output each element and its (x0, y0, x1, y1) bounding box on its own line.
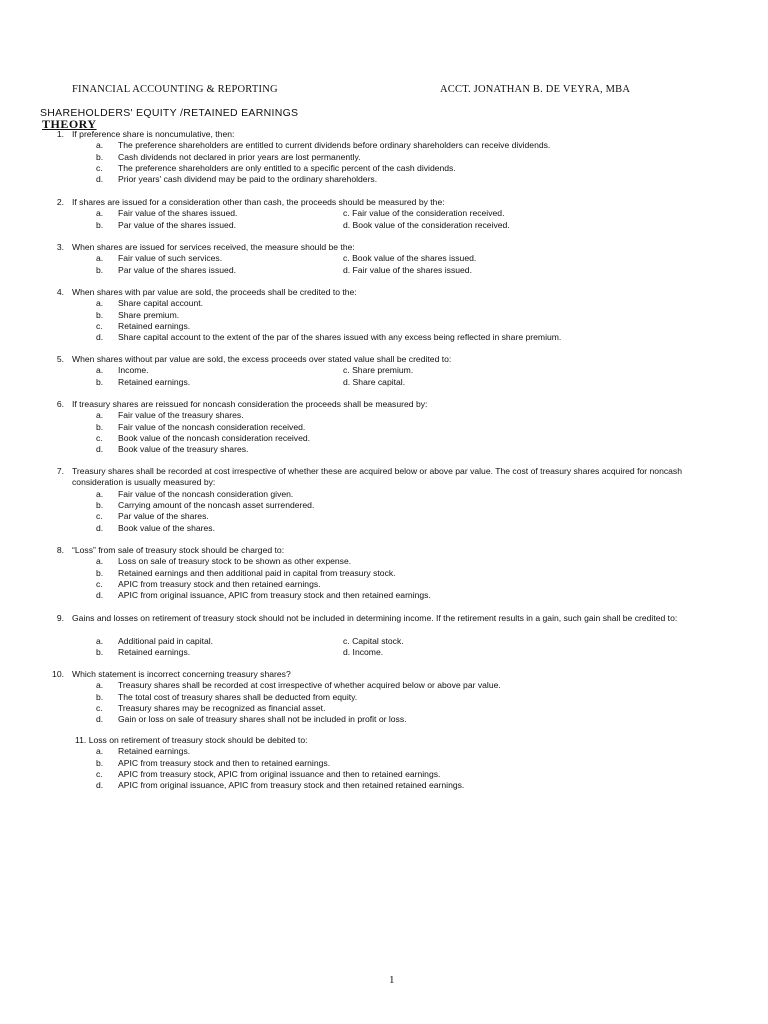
question-text: When shares are issued for services received, the measure should be the: (72, 242, 355, 252)
option-text: Share capital account to the extent of the par of the shares issued with any excess being reflected in share premium. (118, 332, 562, 343)
option-text: APIC from treasury stock and then retained earnings. (118, 578, 321, 589)
option-letter: a. (96, 208, 104, 219)
header-course-title: FINANCIAL ACCOUNTING & REPORTING (72, 84, 278, 95)
option-letter: a. (96, 488, 104, 499)
option-text: Share capital account. (118, 298, 204, 309)
document-subtitle: SHAREHOLDERS' EQUITY /RETAINED EARNINGS (40, 107, 299, 119)
option-letter: a. (96, 635, 104, 646)
option-letter: c. (96, 511, 103, 522)
option-letter: a. (96, 410, 104, 421)
option-letter: d. (96, 714, 104, 725)
option-text: Par value of the shares issued. (118, 219, 236, 230)
option-letter: b. (96, 757, 104, 768)
option-letter: b. (96, 376, 104, 387)
option-text: Loss on sale of treasury stock to be shown as other expense. (118, 556, 352, 567)
option-letter: a. (96, 746, 104, 757)
option-text: Book value of the shares. (118, 522, 215, 533)
option-letter: b. (96, 499, 104, 510)
question-number: 5. (56, 354, 64, 364)
option-text-right: d. Book value of the consideration received. (343, 219, 510, 230)
option-text: Prior years' cash dividend may be paid to the ordinary shareholders. (118, 174, 378, 185)
option-text: APIC from treasury stock and then to retained earnings. (118, 757, 331, 768)
option-letter: b. (96, 219, 104, 230)
option-letter: a. (96, 253, 104, 264)
section-heading: THEORY (42, 117, 97, 131)
option-text: Retained earnings. (118, 746, 191, 757)
question-text: Treasury shares shall be recorded at cost irrespective of whether these are acquired below or above par value. The cost of treasury shares acquired for noncash consideration is usually measured by: (72, 466, 683, 488)
question-text: When shares without par value are sold, the excess proceeds over stated value shall be credited to: (72, 354, 452, 364)
question-number: 10. (52, 669, 64, 679)
option-text: The total cost of treasury shares shall be deducted from equity. (118, 691, 358, 702)
question-number: 3. (56, 242, 64, 252)
option-letter: d. (96, 332, 104, 343)
question-text: Which statement is incorrect concerning treasury shares? (72, 669, 291, 679)
option-text: Retained earnings. (118, 646, 191, 657)
option-text: Book value of the noncash consideration received. (118, 432, 311, 443)
option-text: Fair value of the shares issued. (118, 208, 238, 219)
question-text: If treasury shares are reissued for noncash consideration the proceeds shall be measured by: (72, 399, 428, 409)
option-text: Gain or loss on sale of treasury shares shall not be included in profit or loss. (118, 714, 407, 725)
option-letter: d. (96, 174, 104, 185)
option-text: APIC from original issuance, APIC from treasury stock and then retained retained earnings. (118, 780, 465, 791)
option-letter: b. (96, 264, 104, 275)
option-letter: a. (96, 365, 104, 376)
question-number: 8. (56, 545, 64, 555)
option-letter: d. (96, 780, 104, 791)
header-author: ACCT. JONATHAN B. DE VEYRA, MBA (440, 84, 631, 95)
option-letter: c. (96, 320, 103, 331)
option-text: Par value of the shares. (118, 511, 209, 522)
option-letter: b. (96, 646, 104, 657)
option-text: The preference shareholders are only entitled to a specific percent of the cash dividends. (118, 162, 456, 173)
option-letter: a. (96, 140, 104, 151)
option-text: Retained earnings and then additional paid in capital from treasury stock. (118, 567, 396, 578)
question-number: 4. (56, 287, 64, 297)
question-text: If preference share is noncumulative, then: (72, 129, 235, 139)
option-letter: c. (96, 162, 103, 173)
option-letter: c. (96, 432, 103, 443)
option-text: Treasury shares may be recognized as financial asset. (118, 702, 326, 713)
option-letter: b. (96, 309, 104, 320)
option-text: Fair value of the treasury shares. (118, 410, 244, 421)
option-text: Par value of the shares issued. (118, 264, 236, 275)
option-text: APIC from treasury stock, APIC from original issuance and then to retained earnings. (118, 768, 441, 779)
option-text-right: d. Fair value of the shares issued. (343, 264, 472, 275)
question-text: Gains and losses on retirement of treasury stock should not be included in determining income. If the retirement results in a gain, such gain shall be credited to: (72, 613, 678, 623)
option-letter: b. (96, 691, 104, 702)
option-text: Fair value of such services. (118, 253, 223, 264)
option-text-right: d. Income. (343, 646, 384, 657)
option-text: APIC from original issuance, APIC from treasury stock and then retained earnings. (118, 590, 431, 601)
option-letter: a. (96, 680, 104, 691)
option-text: Retained earnings. (118, 320, 191, 331)
question-text: 11. Loss on retirement of treasury stock should be debited to: (75, 735, 308, 745)
option-letter: b. (96, 567, 104, 578)
question-number: 9. (56, 613, 64, 623)
option-letter: c. (96, 702, 103, 713)
option-text: Fair value of the noncash consideration received. (118, 421, 306, 432)
question-number: 6. (56, 399, 64, 409)
option-letter: a. (96, 556, 104, 567)
option-letter: d. (96, 590, 104, 601)
option-letter: a. (96, 298, 104, 309)
option-text: Fair value of the noncash consideration given. (118, 488, 294, 499)
option-text: Carrying amount of the noncash asset surrendered. (118, 499, 315, 510)
option-text-right: c. Book value of the shares issued. (343, 253, 477, 264)
option-text: Book value of the treasury shares. (118, 444, 249, 455)
option-letter: c. (96, 578, 103, 589)
option-text-right: c. Capital stock. (343, 635, 404, 646)
question-number: 1. (56, 129, 64, 139)
question-text: “Loss” from sale of treasury stock should be charged to: (72, 545, 285, 555)
option-text: Retained earnings. (118, 376, 191, 387)
option-letter: c. (96, 768, 103, 779)
option-letter: d. (96, 522, 104, 533)
option-letter: b. (96, 151, 104, 162)
option-text: The preference shareholders are entitled to current dividends before ordinary shareholders can receive dividends. (118, 140, 551, 151)
option-text: Additional paid in capital. (118, 635, 214, 646)
option-text: Income. (118, 365, 149, 376)
option-letter: d. (96, 444, 104, 455)
question-number: 7. (56, 466, 64, 476)
question-text: If shares are issued for a consideration other than cash, the proceeds should be measured by the: (72, 197, 445, 207)
question-number: 2. (56, 197, 64, 207)
question-text: When shares with par value are sold, the proceeds shall be credited to the: (72, 287, 357, 297)
option-text: Treasury shares shall be recorded at cost irrespective of whether acquired below or above par value. (118, 680, 501, 691)
option-text-right: c. Fair value of the consideration received. (343, 208, 505, 219)
option-text: Cash dividends not declared in prior years are lost permanently. (118, 151, 361, 162)
option-text: Share premium. (118, 309, 180, 320)
option-text-right: d. Share capital. (343, 376, 406, 387)
page-number: 1 (389, 974, 395, 986)
option-text-right: c. Share premium. (343, 365, 414, 376)
option-letter: b. (96, 421, 104, 432)
